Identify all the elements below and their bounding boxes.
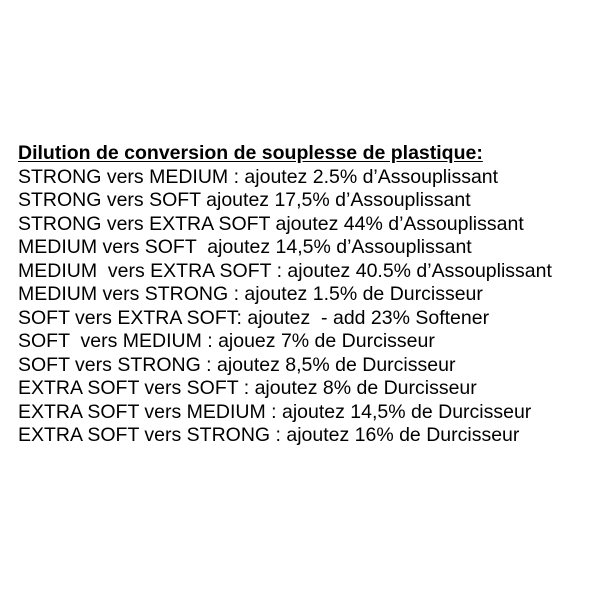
conversion-line-strong-soft: STRONG vers SOFT ajoutez 17,5% d’Assouplissant [18,189,471,211]
document-title: Dilution de conversion de souplesse de plastique: [18,142,483,164]
conversion-line-medium-strong: MEDIUM vers STRONG : ajoutez 1.5% de Durcisseur [18,283,483,305]
conversion-line-soft-strong: SOFT vers STRONG : ajoutez 8,5% de Durcisseur [18,353,456,376]
conversion-line-extra-soft-medium: EXTRA SOFT vers MEDIUM : ajoutez 14,5% de Durcisseur [18,400,532,423]
conversion-list [18,166,588,448]
conversion-line-strong-medium: STRONG vers MEDIUM : ajoutez 2.5% d’Assouplissant [18,165,499,188]
conversion-line-extra-soft-soft: EXTRA SOFT vers SOFT : ajoutez 8% de Durcisseur [18,377,477,399]
conversion-line-extra-soft-strong: EXTRA SOFT vers STRONG : ajoutez 16% de Durcisseur [18,424,520,446]
conversion-line-soft-extra-soft: SOFT vers EXTRA SOFT: ajoutez - add 23% Softener [18,306,490,329]
conversion-line-medium-extra-soft: MEDIUM vers EXTRA SOFT : ajoutez 40.5% d’Assouplissant [18,259,552,282]
conversion-document [18,142,588,448]
conversion-line-strong-extra-soft: STRONG vers EXTRA SOFT ajoutez 44% d’Assouplissant [18,212,524,235]
conversion-line-soft-medium: SOFT vers MEDIUM : ajouez 7% de Durcisseur [18,330,435,352]
conversion-line-medium-soft: MEDIUM vers SOFT ajoutez 14,5% d’Assouplissant [18,236,472,258]
